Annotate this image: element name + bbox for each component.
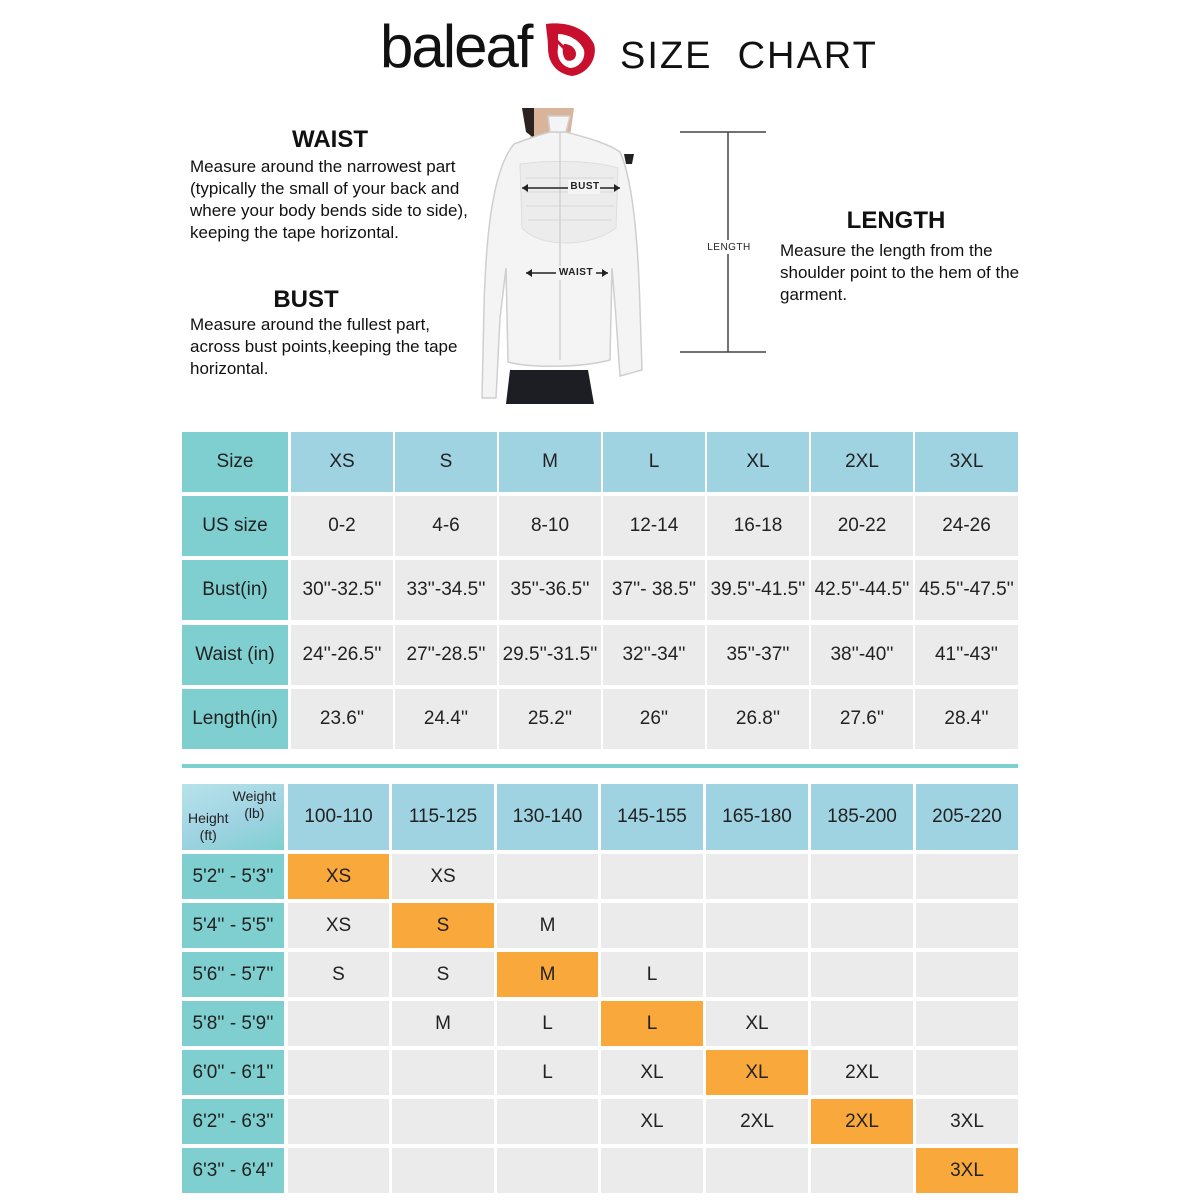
recommended-size-cell: M — [497, 952, 598, 997]
size-column-header: 2XL — [811, 432, 913, 492]
figure-bust-label: BUST — [570, 181, 600, 192]
recommended-size-cell: 3XL — [916, 1148, 1018, 1193]
fit-size-cell: 3XL — [916, 1099, 1018, 1144]
fit-size-cell: S — [288, 952, 389, 997]
height-axis-label — [188, 810, 228, 844]
size-cell: 41''-43'' — [915, 625, 1018, 685]
weight-column-header: 205-220 — [916, 784, 1018, 850]
size-cell: 28.4'' — [915, 689, 1018, 749]
size-cell: 24.4'' — [395, 689, 497, 749]
bust-heading: BUST — [273, 286, 339, 313]
fit-size-cell: M — [497, 903, 598, 948]
length-heading: LENGTH — [846, 207, 946, 234]
size-cell: 32''-34'' — [603, 625, 705, 685]
size-column-header: 3XL — [915, 432, 1018, 492]
fit-size-cell — [497, 1099, 598, 1144]
weight-column-header: 130-140 — [497, 784, 598, 850]
size-cell: 29.5''-31.5'' — [499, 625, 601, 685]
fit-size-cell — [497, 854, 598, 899]
size-cell: 39.5''-41.5'' — [707, 560, 809, 620]
fit-size-cell — [392, 1099, 494, 1144]
recommended-size-cell: XS — [288, 854, 389, 899]
height-label: Height — [188, 810, 229, 826]
height-row-header: 5'4'' - 5'5'' — [182, 903, 284, 948]
size-column-header: S — [395, 432, 497, 492]
fit-table-corner — [182, 784, 284, 850]
size-cell: 8-10 — [499, 496, 601, 556]
weight-column-header: 145-155 — [601, 784, 703, 850]
fit-size-cell: L — [497, 1001, 598, 1046]
brand-wordmark: baleaf — [380, 13, 532, 80]
recommended-size-cell: S — [392, 903, 494, 948]
fit-size-cell: M — [392, 1001, 494, 1046]
fit-size-cell: 2XL — [706, 1099, 808, 1144]
weight-column-header: 165-180 — [706, 784, 808, 850]
fit-size-cell: L — [601, 952, 703, 997]
size-cell: 4-6 — [395, 496, 497, 556]
fit-size-cell — [288, 1050, 389, 1095]
fit-size-cell — [706, 903, 808, 948]
size-cell: 30''-32.5'' — [291, 560, 393, 620]
size-cell: 27''-28.5'' — [395, 625, 497, 685]
weight-axis-label — [233, 788, 276, 822]
fit-size-cell — [916, 952, 1018, 997]
fit-size-cell: XL — [706, 1001, 808, 1046]
size-cell: 23.6'' — [291, 689, 393, 749]
fit-size-cell — [916, 903, 1018, 948]
size-cell: 45.5''-47.5'' — [915, 560, 1018, 620]
height-row-header: 5'8'' - 5'9'' — [182, 1001, 284, 1046]
height-row-header: 6'2'' - 6'3'' — [182, 1099, 284, 1144]
fit-size-cell: S — [392, 952, 494, 997]
fit-size-cell — [601, 903, 703, 948]
chart-title: SIZE CHART — [620, 35, 878, 77]
fit-size-cell: XS — [288, 903, 389, 948]
measurement-label: Length(in) — [182, 689, 288, 749]
measurement-label: US size — [182, 496, 288, 556]
measurement-label: Waist (in) — [182, 625, 288, 685]
size-cell: 33''-34.5'' — [395, 560, 497, 620]
height-row-header: 5'2'' - 5'3'' — [182, 854, 284, 899]
length-description: Measure the length from the shoulder point to the hem of the garment. — [780, 241, 1020, 304]
weight-column-header: 185-200 — [811, 784, 913, 850]
waist-description: Measure around the narrowest part (typically the small of your back and where your body bends side to side), keeping the tape horizontal. — [190, 157, 468, 242]
size-cell: 38''-40'' — [811, 625, 913, 685]
fit-size-cell — [916, 854, 1018, 899]
size-column-header: M — [499, 432, 601, 492]
fit-size-cell — [497, 1148, 598, 1193]
size-cell: 37''- 38.5'' — [603, 560, 705, 620]
fit-size-cell — [601, 854, 703, 899]
waist-heading: WAIST — [292, 126, 368, 153]
height-row-header: 5'6'' - 5'7'' — [182, 952, 284, 997]
weight-label: Weight — [232, 788, 276, 804]
fit-size-cell — [916, 1050, 1018, 1095]
fit-size-cell: L — [497, 1050, 598, 1095]
size-cell: 26.8'' — [707, 689, 809, 749]
fit-size-cell — [288, 1148, 389, 1193]
size-cell: 42.5''-44.5'' — [811, 560, 913, 620]
recommended-size-cell: XL — [706, 1050, 808, 1095]
fit-size-cell — [288, 1099, 389, 1144]
fit-size-cell — [288, 1001, 389, 1046]
size-cell: 35''-37'' — [707, 625, 809, 685]
height-row-header: 6'0'' - 6'1'' — [182, 1050, 284, 1095]
fit-size-cell — [811, 903, 913, 948]
size-cell: 16-18 — [707, 496, 809, 556]
size-cell: 25.2'' — [499, 689, 601, 749]
fit-size-cell — [811, 1001, 913, 1046]
fit-size-cell: XL — [601, 1099, 703, 1144]
measurement-label: Bust(in) — [182, 560, 288, 620]
size-cell: 24''-26.5'' — [291, 625, 393, 685]
size-cell: 24-26 — [915, 496, 1018, 556]
weight-column-header: 100-110 — [288, 784, 389, 850]
recommended-size-cell: L — [601, 1001, 703, 1046]
size-column-header: XL — [707, 432, 809, 492]
fit-size-cell — [392, 1050, 494, 1095]
fit-size-cell — [706, 854, 808, 899]
weight-unit: (lb) — [244, 805, 265, 821]
size-cell: 0-2 — [291, 496, 393, 556]
fit-size-cell — [916, 1001, 1018, 1046]
recommended-size-cell: 2XL — [811, 1099, 913, 1144]
fit-size-cell — [601, 1148, 703, 1193]
weight-column-header: 115-125 — [392, 784, 494, 850]
fit-size-cell — [392, 1148, 494, 1193]
size-cell: 35''-36.5'' — [499, 560, 601, 620]
size-cell: 12-14 — [603, 496, 705, 556]
fit-size-cell — [811, 854, 913, 899]
height-unit: (ft) — [199, 827, 217, 843]
size-column-header: L — [603, 432, 705, 492]
size-row-header: Size — [182, 432, 288, 492]
size-cell: 27.6'' — [811, 689, 913, 749]
fit-size-cell: 2XL — [811, 1050, 913, 1095]
size-column-header: XS — [291, 432, 393, 492]
fit-size-cell: XL — [601, 1050, 703, 1095]
figure-waist-label: WAIST — [558, 267, 594, 278]
height-row-header: 6'3'' - 6'4'' — [182, 1148, 284, 1193]
fit-size-cell: XS — [392, 854, 494, 899]
fit-size-cell — [811, 952, 913, 997]
bust-description: Measure around the fullest part, across bust points,keeping the tape horizontal. — [190, 315, 458, 378]
fit-size-cell — [811, 1148, 913, 1193]
figure-length-label: LENGTH — [707, 242, 751, 253]
fit-size-cell — [706, 1148, 808, 1193]
size-cell: 20-22 — [811, 496, 913, 556]
fit-size-cell — [706, 952, 808, 997]
size-cell: 26'' — [603, 689, 705, 749]
